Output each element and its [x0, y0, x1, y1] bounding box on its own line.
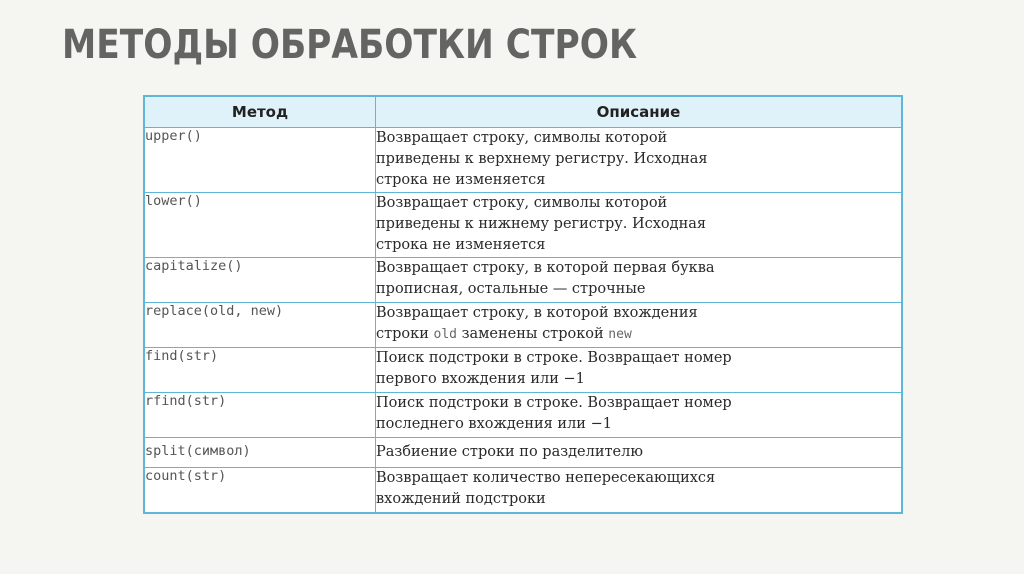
description-line: первого вхождения или −1 — [376, 371, 585, 387]
description-cell — [376, 128, 903, 193]
description-line: Разбиение строки по разделителю — [376, 444, 643, 460]
description-line: вхождений подстроки — [376, 491, 546, 507]
table-row — [144, 393, 902, 438]
method-cell: rfind(str) — [144, 393, 376, 438]
table-row — [144, 193, 902, 258]
description-cell — [376, 393, 903, 438]
description-line: приведены к верхнему регистру. Исходная — [376, 151, 708, 167]
text-fragment: заменены строкой — [456, 326, 609, 342]
description-cell — [376, 258, 903, 303]
description-line: Возвращает строку, символы которой — [376, 195, 668, 211]
description-cell — [376, 348, 903, 393]
column-header-description: Описание — [376, 96, 903, 128]
description-line: Возвращает строку, в которой первая буква — [376, 260, 715, 276]
description-line — [376, 324, 901, 345]
description-line: Возвращает количество непересекающихся — [376, 470, 716, 486]
description-line: Поиск подстроки в строке. Возвращает номер — [376, 350, 732, 366]
description-cell — [376, 438, 903, 468]
description-line: Поиск подстроки в строке. Возвращает номер — [376, 395, 732, 411]
text-fragment: строки — [376, 326, 434, 342]
description-line: Возвращает строку, в которой вхождения — [376, 305, 698, 321]
description-line: Возвращает строку, символы которой — [376, 130, 668, 146]
description-cell — [376, 468, 903, 514]
table-row — [144, 303, 902, 348]
description-line: приведены к нижнему регистру. Исходная — [376, 216, 707, 232]
description-line: строка не изменяется — [376, 237, 546, 253]
table-row — [144, 348, 902, 393]
description-line: прописная, остальные — строчные — [376, 281, 646, 297]
method-cell: find(str) — [144, 348, 376, 393]
description-line: последнего вхождения или −1 — [376, 416, 612, 432]
method-cell: upper() — [144, 128, 376, 193]
column-header-method: Метод — [144, 96, 376, 128]
string-methods-table — [143, 95, 903, 514]
method-cell: count(str) — [144, 468, 376, 514]
method-cell: split(символ) — [144, 438, 376, 468]
method-cell: lower() — [144, 193, 376, 258]
code-fragment: old — [433, 327, 457, 342]
code-fragment: new — [608, 327, 632, 342]
table-header-row — [144, 96, 902, 128]
description-line: строка не изменяется — [376, 172, 546, 188]
table-row — [144, 128, 902, 193]
table-row — [144, 438, 902, 468]
method-cell: capitalize() — [144, 258, 376, 303]
description-cell — [376, 193, 903, 258]
table-row — [144, 258, 902, 303]
table-row — [144, 468, 902, 514]
page-title: МЕТОДЫ ОБРАБОТКИ СТРОК — [62, 22, 638, 68]
method-cell: replace(old, new) — [144, 303, 376, 348]
description-cell — [376, 303, 903, 348]
